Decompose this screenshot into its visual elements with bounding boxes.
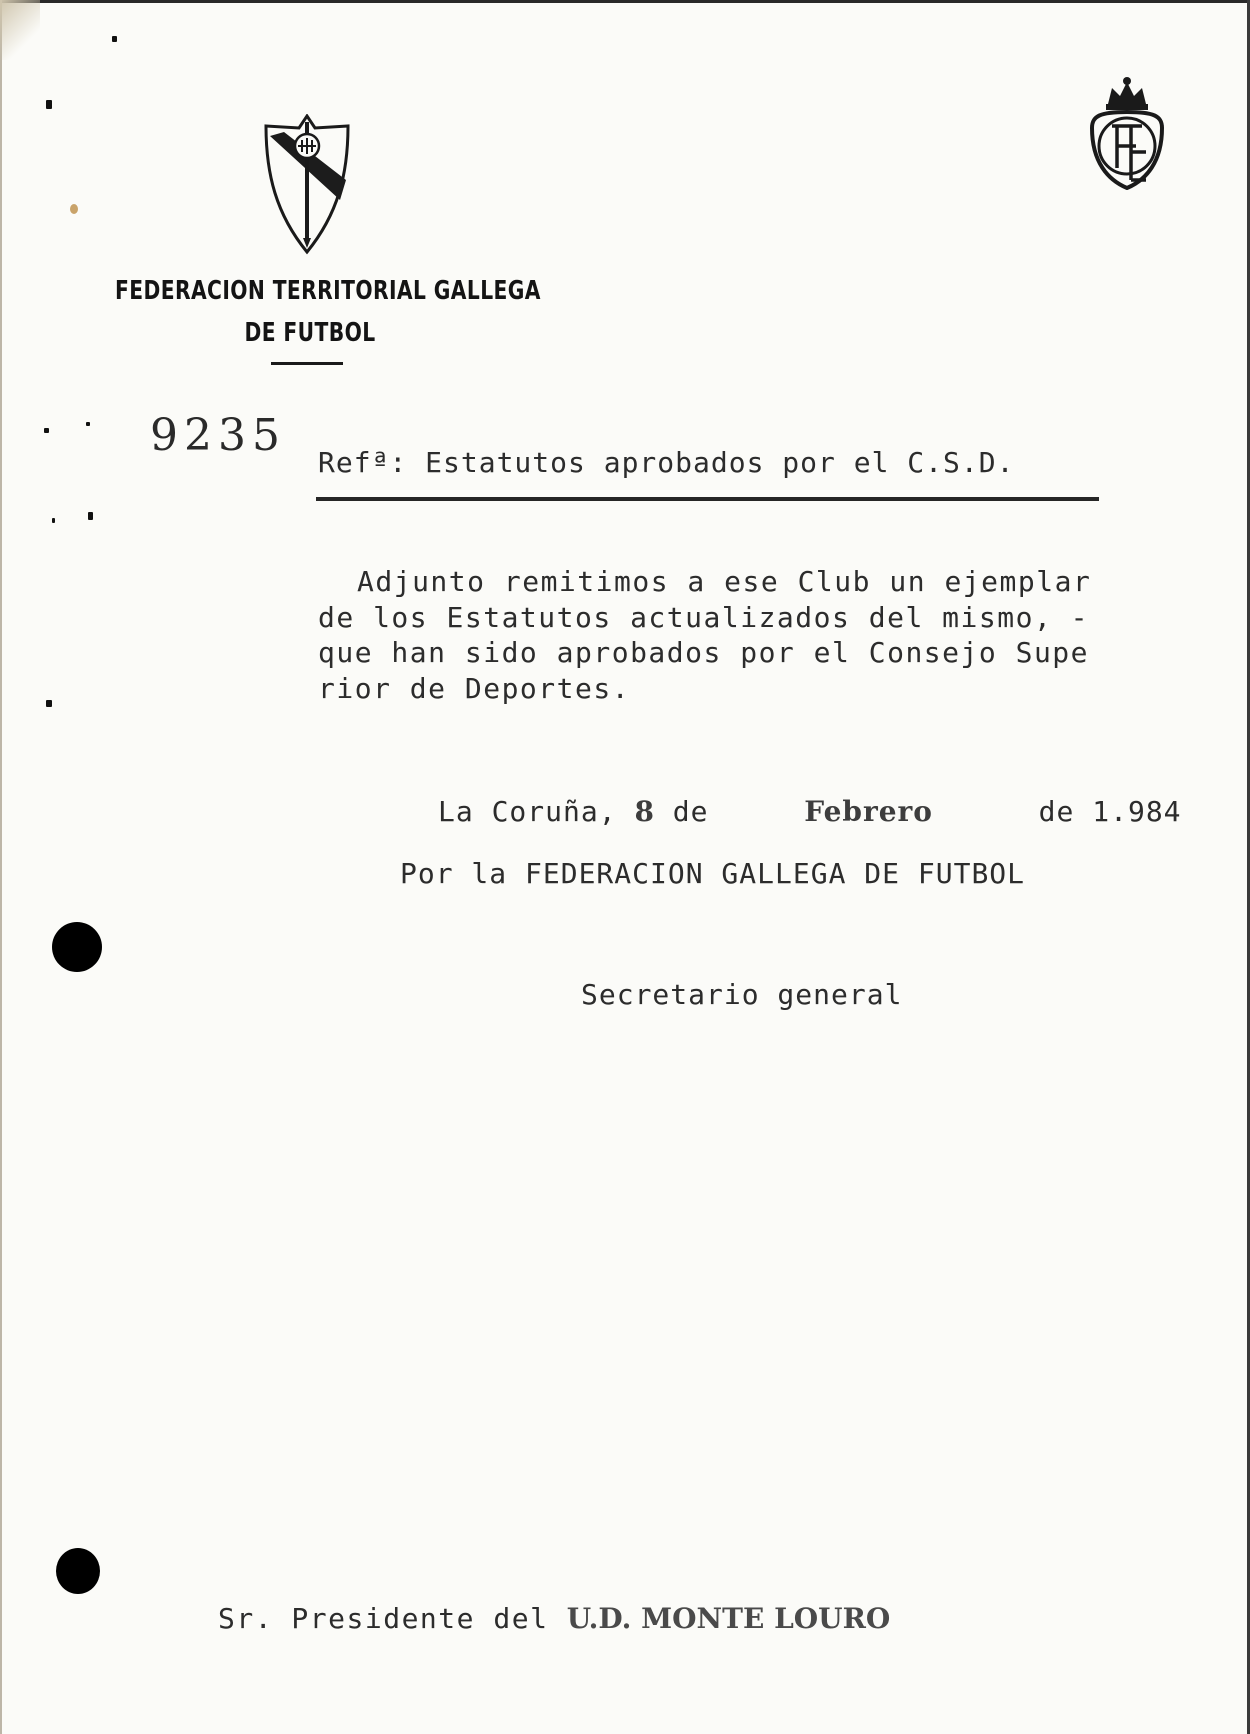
dateline — [438, 795, 1182, 828]
date-year: de 1.984 — [1038, 795, 1182, 828]
on-behalf-line: Por la FEDERACION GALLEGA DE FUTBOL — [400, 857, 1026, 890]
ink-speck — [112, 36, 117, 42]
body-line: de los Estatutos actualizados del mismo, - — [318, 600, 1090, 634]
body-line: que han sido aprobados por el Consejo Supe — [318, 636, 1090, 669]
addressee-club: U.D. MONTE LOURO — [566, 1602, 891, 1635]
paper-stain — [0, 0, 40, 60]
ink-speck — [52, 518, 55, 523]
ink-speck — [88, 512, 93, 520]
date-day: 8 — [634, 795, 655, 828]
addressee-prefix: Sr. Presidente del — [218, 1602, 549, 1635]
date-place: La Coruña, — [438, 795, 617, 828]
federation-name-line1: FEDERACION TERRITORIAL GALLEGA — [115, 276, 541, 306]
date-month: Febrero — [804, 795, 933, 828]
punch-hole — [56, 1548, 100, 1594]
body-line: rior de Deportes. — [318, 671, 631, 705]
crowned-crest-logo — [1086, 76, 1168, 190]
body-paragraph — [318, 564, 1188, 706]
ink-speck — [46, 100, 52, 109]
date-de: de — [672, 795, 709, 828]
scan-edge-top — [0, 0, 1250, 3]
federation-shield-logo — [262, 114, 352, 256]
federation-name-line2: DE FUTBOL — [244, 318, 376, 348]
ink-speck — [44, 428, 49, 433]
signatory-title: Secretario general — [581, 978, 903, 1011]
scan-edge-left — [0, 0, 2, 1734]
registry-number-stamp: 9235 — [150, 410, 286, 461]
addressee-line — [218, 1602, 890, 1635]
reference-underline — [316, 497, 1099, 501]
paper-stain-speck — [70, 204, 78, 214]
ink-speck — [86, 422, 90, 426]
federation-name — [115, 270, 541, 354]
body-line: Adjunto remitimos a ese Club un ejemplar — [357, 565, 1092, 598]
ink-speck — [46, 700, 52, 707]
punch-hole — [52, 922, 102, 972]
letterhead-underline — [271, 362, 343, 365]
reference-line: Refª: Estatutos aprobados por el C.S.D. — [318, 446, 1015, 479]
